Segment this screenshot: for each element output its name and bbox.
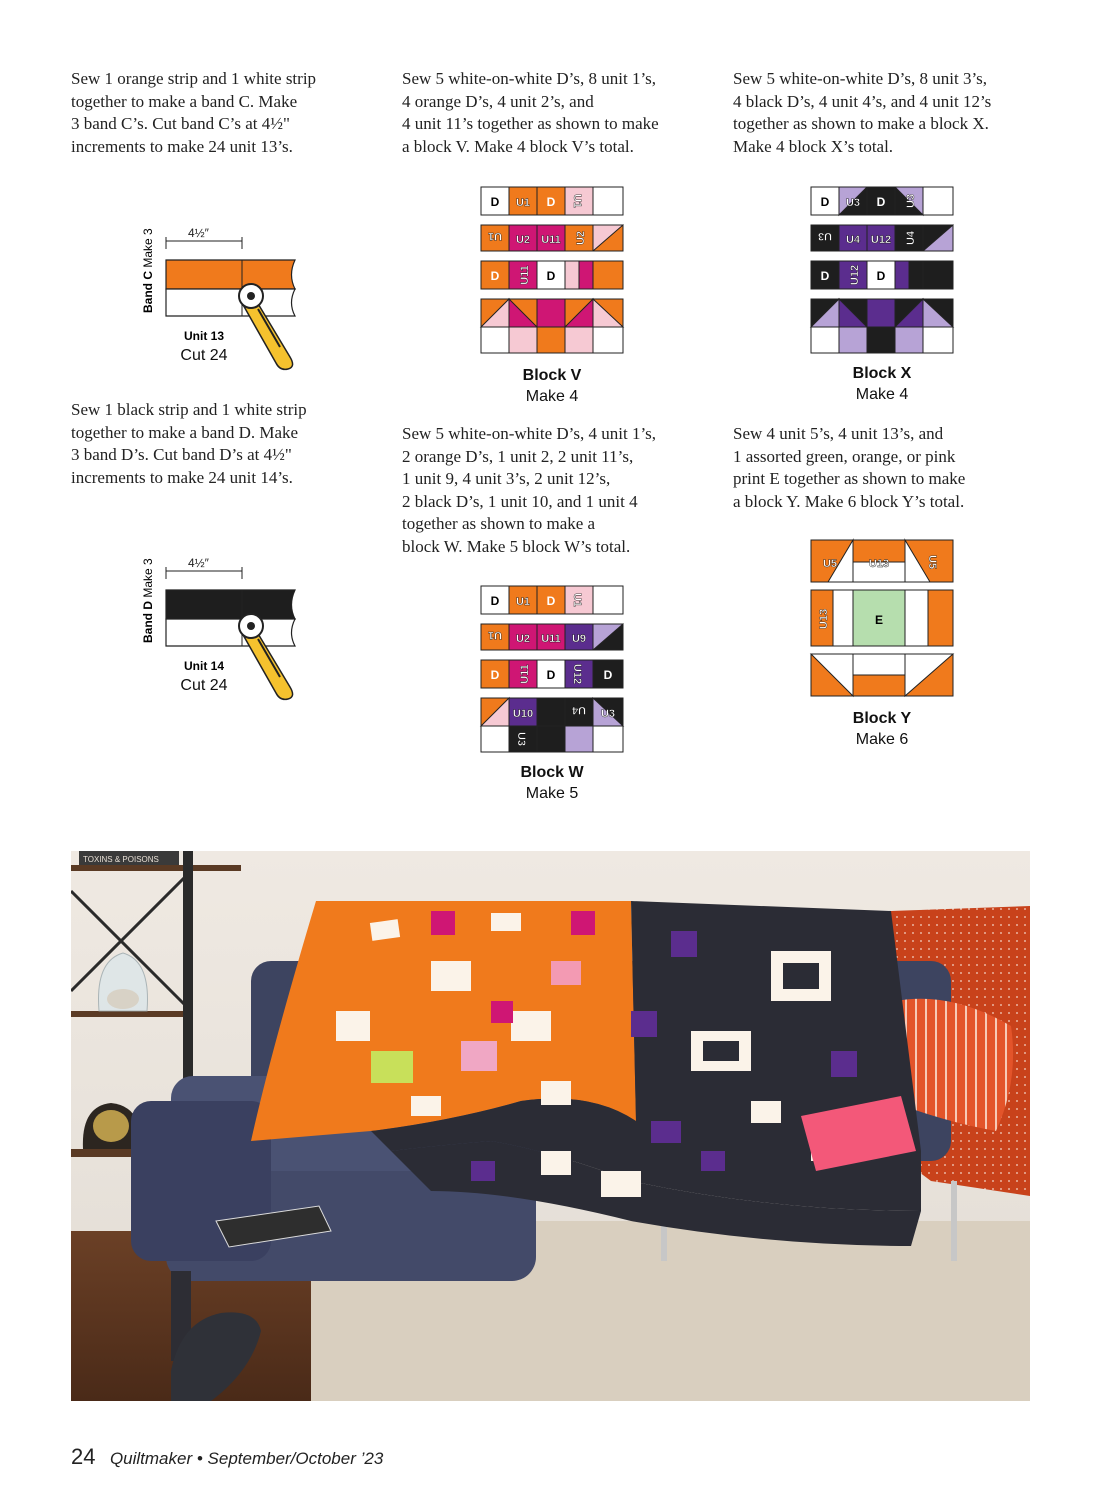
block-x-count: Make 4 <box>855 386 909 403</box>
svg-text:Band C Make 3 <box>141 228 155 313</box>
block-y-label: U13 <box>868 558 890 570</box>
band-d-diagram <box>130 515 310 705</box>
block-v-label: D <box>490 269 500 283</box>
band-d-measure: 4½″ <box>188 556 209 570</box>
block-v-diagram <box>476 182 628 358</box>
block-w-label: U12 <box>571 663 583 685</box>
block-x-label: U3 <box>905 193 917 209</box>
quilt-photo <box>71 851 1030 1401</box>
block-x-row-4 <box>811 299 953 353</box>
block-v-row-2 <box>481 225 623 251</box>
block-y-row-1 <box>811 540 953 582</box>
block-y-label: U5 <box>822 558 838 570</box>
block-y-count: Make 6 <box>855 731 909 748</box>
block-w-label: U3 <box>515 731 527 747</box>
block-v-count: Make 4 <box>525 388 579 405</box>
instruction-block-v: Sew 5 white-on-white D’s, 8 unit 1’s, 4 orange D’s, 4 unit 2’s, and 4 unit 11’s together as shown to make a block V. Make 4 block V’s total. <box>402 69 659 156</box>
block-w-diagram <box>476 581 628 757</box>
block-v-label: U1 <box>571 193 583 209</box>
block-v-label: U2 <box>515 234 531 246</box>
block-w-row-1 <box>481 586 623 614</box>
band-c-measure: 4½″ <box>188 226 209 240</box>
band-d-side-label-bold: Band D <box>141 601 155 643</box>
shelf-sign: TOXINS & POISONS <box>83 855 159 864</box>
block-y-label: U13 <box>818 608 830 630</box>
block-w-label: U11 <box>519 664 531 684</box>
block-y-label: E <box>874 613 884 627</box>
block-x-label: U3 <box>845 197 861 209</box>
block-w-label: D <box>490 594 500 608</box>
block-v-caption <box>476 365 628 407</box>
block-x-label: U12 <box>849 264 861 286</box>
block-w-label: U2 <box>515 633 531 645</box>
svg-text:Band D Make 3 <box>141 558 155 643</box>
page-number: 24 <box>71 1444 96 1469</box>
page-footer <box>71 1444 383 1470</box>
block-w-label: D <box>490 668 500 682</box>
block-y-row-3 <box>811 654 953 696</box>
instruction-block-x: Sew 5 white-on-white D’s, 8 unit 3’s, 4 black D’s, 4 unit 4’s, and 4 unit 12’s together as shown to make a block X. Make 4 block X’s total. <box>733 69 992 156</box>
block-w-label: U3 <box>600 708 616 720</box>
block-w-label: U11 <box>541 633 561 645</box>
band-d-unit-name: Unit 14 <box>183 659 225 673</box>
block-x-caption <box>806 363 958 405</box>
block-w-label: U1 <box>571 592 583 608</box>
block-y-row-2 <box>811 590 953 646</box>
band-c-unit-count: Cut 24 <box>180 347 228 364</box>
block-w-label: U1 <box>487 629 503 641</box>
block-x-label: D <box>876 269 886 283</box>
block-w-label: D <box>546 594 556 608</box>
band-c-diagram <box>130 185 310 375</box>
block-w-caption <box>476 762 628 804</box>
block-v-name: Block V <box>522 367 582 384</box>
block-v-label: U2 <box>575 230 587 246</box>
block-x-label: U3 <box>817 230 833 242</box>
block-v-label: U1 <box>487 230 503 242</box>
block-w-label: U10 <box>512 708 534 720</box>
instruction-band-c: Sew 1 orange strip and 1 white strip together to make a band C. Make 3 band C’s. Cut band C’s at 4½" increments to make 24 unit 13’s. <box>71 69 317 156</box>
block-w-count: Make 5 <box>525 785 579 802</box>
block-w-row-4 <box>481 698 623 752</box>
block-x-label: D <box>820 195 830 209</box>
block-y-diagram <box>806 536 958 702</box>
block-w-label: U4 <box>571 704 587 716</box>
band-c-side-label-bold: Band C <box>141 271 155 313</box>
block-x-label: U12 <box>870 234 892 246</box>
block-w-label: D <box>546 668 556 682</box>
block-x-row-2 <box>811 225 953 251</box>
block-v-label: U11 <box>519 265 531 285</box>
band-d-unit-count: Cut 24 <box>180 677 228 694</box>
block-x-diagram <box>806 182 958 358</box>
band-c-unit-name: Unit 13 <box>183 329 225 343</box>
instruction-band-d: Sew 1 black strip and 1 white strip together to make a band D. Make 3 band D’s. Cut band D’s at 4½" increments to make 24 unit 14’s. <box>71 400 307 487</box>
instruction-block-y: Sew 4 unit 5’s, 4 unit 13’s, and 1 assorted green, orange, or pink print E together as shown to make a block Y. Make 6 block Y’s total. <box>733 424 966 511</box>
band-c-side-label: Make 3 <box>141 228 155 271</box>
block-x-name: Block X <box>852 365 912 382</box>
block-w-label: U1 <box>515 596 531 608</box>
magazine-name: Quiltmaker <box>109 1449 193 1468</box>
issue-date: • September/October ’23 <box>192 1449 384 1468</box>
band-d-side-label: Make 3 <box>141 558 155 601</box>
block-x-label: U4 <box>905 230 917 246</box>
block-w-row-3 <box>481 660 623 688</box>
block-w-label: U9 <box>571 633 587 645</box>
block-x-label: D <box>876 195 886 209</box>
block-w-row-2 <box>481 624 623 650</box>
block-x-label: D <box>820 269 830 283</box>
block-v-row-3 <box>481 261 623 289</box>
block-x-row-1 <box>811 187 953 215</box>
block-w-label: D <box>603 668 613 682</box>
block-v-label: D <box>546 195 556 209</box>
block-x-row-3 <box>811 261 953 289</box>
block-y-label: U5 <box>926 554 938 570</box>
block-v-label: D <box>546 269 556 283</box>
block-v-label: D <box>490 195 500 209</box>
block-v-row-4 <box>481 299 623 353</box>
block-w-name: Block W <box>520 764 584 781</box>
block-v-row-1 <box>481 187 623 215</box>
block-x-label: U4 <box>845 234 861 246</box>
block-y-name: Block Y <box>852 710 912 727</box>
instruction-block-w: Sew 5 white-on-white D’s, 4 unit 1’s, 2 orange D’s, 1 unit 2, 2 unit 11’s, 1 unit 9, 4 unit 3’s, 2 unit 12’s, 2 black D’s, 1 unit 10, and 1 unit 4 together as shown to make a block W. Make 5 block W’s total. <box>402 424 657 556</box>
block-v-label: U1 <box>515 197 531 209</box>
block-v-label: U11 <box>541 234 561 246</box>
block-y-caption <box>806 708 958 750</box>
